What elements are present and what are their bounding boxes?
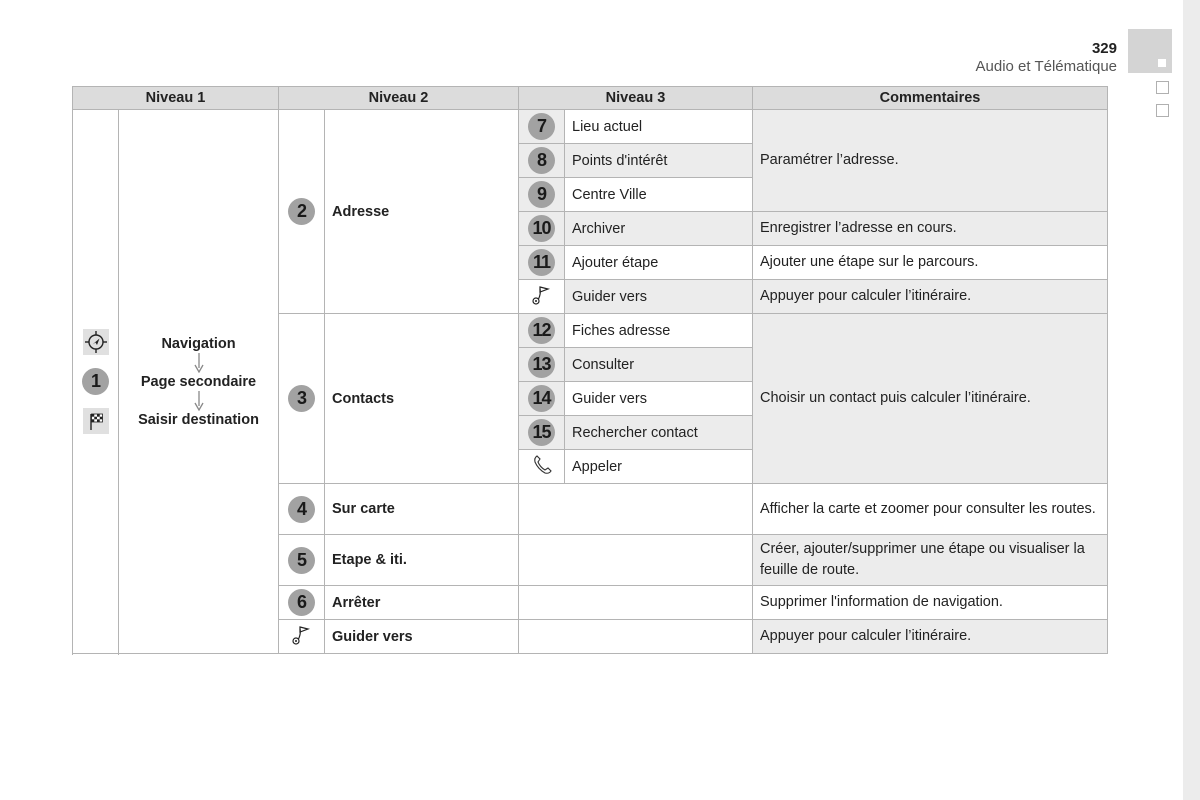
level3-badge-cell bbox=[519, 110, 565, 144]
level3-current-location: Lieu actuel bbox=[565, 110, 753, 144]
level1-navigation: Navigation bbox=[161, 335, 236, 352]
level3-city-centre: Centre Ville bbox=[565, 178, 753, 212]
section-tab-marker bbox=[1158, 59, 1166, 67]
comment-choose-contact: Choisir un contact puis calculer l’itinéraire. bbox=[753, 314, 1108, 484]
level3-empty bbox=[519, 484, 753, 535]
section-tab-outline bbox=[1156, 104, 1169, 117]
level3-badge-cell bbox=[519, 178, 565, 212]
level2-guide-to: Guider vers bbox=[325, 620, 519, 654]
checkered-flag-icon bbox=[83, 408, 109, 434]
level2-badge-cell bbox=[279, 314, 325, 484]
table-row bbox=[73, 110, 1108, 144]
step-badge: 14 bbox=[528, 385, 555, 412]
level3-guide-to: Guider vers bbox=[565, 382, 753, 416]
section-title: Audio et Télématique bbox=[975, 58, 1117, 75]
level3-call: Appeler bbox=[565, 450, 753, 484]
comment-set-address: Paramétrer l’adresse. bbox=[753, 110, 1108, 212]
level3-badge-cell bbox=[519, 416, 565, 450]
level3-search-contact: Rechercher contact bbox=[565, 416, 753, 450]
comment-guide: Appuyer pour calculer l’itinéraire. bbox=[753, 280, 1108, 314]
level3-empty bbox=[519, 535, 753, 586]
step-badge: 9 bbox=[528, 181, 555, 208]
comment-on-map: Afficher la carte et zoomer pour consulter les routes. bbox=[753, 484, 1108, 535]
level1-icons-cell bbox=[73, 110, 119, 654]
level3-consult: Consulter bbox=[565, 348, 753, 382]
step-badge: 8 bbox=[528, 147, 555, 174]
level1-path-cell bbox=[119, 110, 279, 654]
level1-enter-destination: Saisir destination bbox=[138, 411, 259, 428]
header-level1: Niveau 1 bbox=[73, 87, 279, 110]
side-strip bbox=[1183, 0, 1200, 800]
comment-stop: Supprimer l'information de navigation. bbox=[753, 586, 1108, 620]
step-badge: 6 bbox=[288, 589, 315, 616]
level3-badge-cell bbox=[519, 348, 565, 382]
level3-icon-cell bbox=[519, 450, 565, 484]
level3-empty bbox=[519, 620, 753, 654]
level2-stop: Arrêter bbox=[325, 586, 519, 620]
phone-icon bbox=[531, 454, 553, 476]
level3-badge-cell bbox=[519, 314, 565, 348]
level3-add-stage: Ajouter étape bbox=[565, 246, 753, 280]
level2-badge-cell bbox=[279, 586, 325, 620]
level2-icon-cell bbox=[279, 620, 325, 654]
level3-icon-cell bbox=[519, 280, 565, 314]
page-number: 329 bbox=[1091, 40, 1117, 57]
guide-route-icon bbox=[291, 624, 313, 646]
level2-badge-cell bbox=[279, 484, 325, 535]
level1-secondary-page: Page secondaire bbox=[140, 373, 257, 390]
level2-badge-cell bbox=[279, 110, 325, 314]
guide-route-icon bbox=[531, 284, 553, 306]
header-row bbox=[73, 87, 1108, 110]
step-badge: 3 bbox=[288, 385, 315, 412]
level3-points-of-interest: Points d'intérêt bbox=[565, 144, 753, 178]
level3-address-cards: Fiches adresse bbox=[565, 314, 753, 348]
level2-contacts: Contacts bbox=[325, 314, 519, 484]
section-tab-outline bbox=[1156, 81, 1169, 94]
step-badge: 5 bbox=[288, 547, 315, 574]
level3-badge-cell bbox=[519, 144, 565, 178]
arrow-down-icon bbox=[193, 391, 205, 411]
level2-on-map: Sur carte bbox=[325, 484, 519, 535]
level3-badge-cell bbox=[519, 212, 565, 246]
step-badge: 15 bbox=[528, 419, 555, 446]
step-badge: 12 bbox=[528, 317, 555, 344]
step-badge: 4 bbox=[288, 496, 315, 523]
level2-adresse: Adresse bbox=[325, 110, 519, 314]
compass-icon bbox=[83, 329, 109, 355]
step-badge: 11 bbox=[528, 249, 555, 276]
level3-archive: Archiver bbox=[565, 212, 753, 246]
navigation-menu-table bbox=[72, 86, 1108, 654]
step-badge: 1 bbox=[82, 368, 109, 395]
level2-badge-cell bbox=[279, 535, 325, 586]
level2-stage-route: Etape & iti. bbox=[325, 535, 519, 586]
comment-stage-route: Créer, ajouter/supprimer une étape ou visualiser la feuille de route. bbox=[753, 535, 1108, 586]
step-badge: 13 bbox=[528, 351, 555, 378]
header-level3: Niveau 3 bbox=[519, 87, 753, 110]
arrow-down-icon bbox=[193, 353, 205, 373]
header-comments: Commentaires bbox=[753, 87, 1108, 110]
comment-guide: Appuyer pour calculer l’itinéraire. bbox=[753, 620, 1108, 654]
level3-guide-to: Guider vers bbox=[565, 280, 753, 314]
step-badge: 2 bbox=[288, 198, 315, 225]
comment-add-stage: Ajouter une étape sur le parcours. bbox=[753, 246, 1108, 280]
step-badge: 10 bbox=[528, 215, 555, 242]
step-badge: 7 bbox=[528, 113, 555, 140]
header-level2: Niveau 2 bbox=[279, 87, 519, 110]
level3-badge-cell bbox=[519, 246, 565, 280]
level3-badge-cell bbox=[519, 382, 565, 416]
level3-empty bbox=[519, 586, 753, 620]
comment-archive: Enregistrer l’adresse en cours. bbox=[753, 212, 1108, 246]
